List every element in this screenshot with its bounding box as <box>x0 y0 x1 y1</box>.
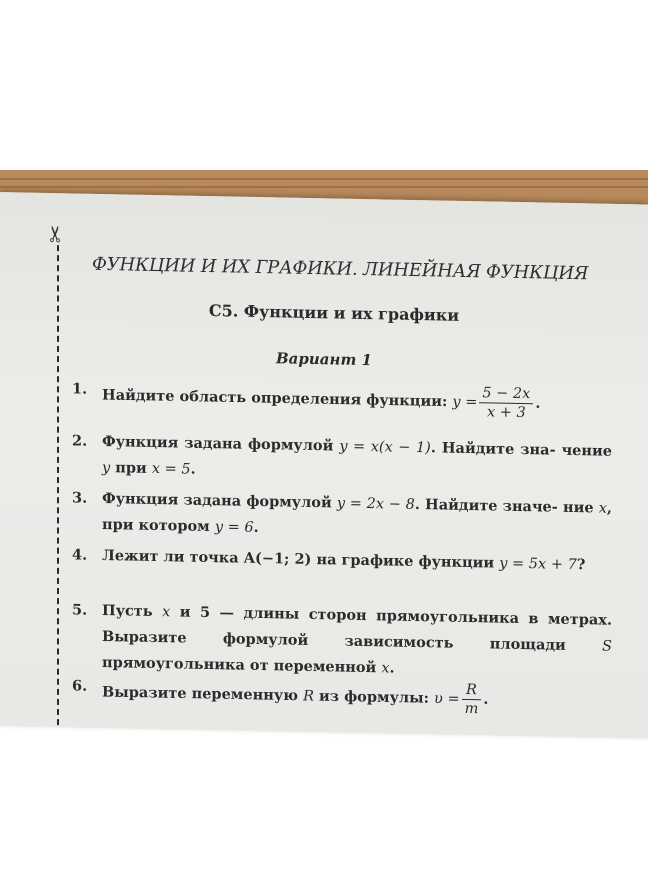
task-text: из формулы: <box>319 687 429 707</box>
section-title: С5. Функции и их графики <box>208 301 460 325</box>
variable: x <box>381 660 390 677</box>
variable: x <box>598 500 607 517</box>
variable: y <box>102 459 111 477</box>
task-text: Функция задана формулой <box>102 489 332 512</box>
task-text: ние <box>562 498 594 517</box>
variable: R <box>303 688 314 705</box>
task-number: 4. <box>72 546 88 564</box>
task-3 <box>72 485 612 547</box>
scissors-icon: ✂ <box>44 224 70 244</box>
task-tail: ? <box>576 556 586 574</box>
task-2 <box>72 428 612 490</box>
task-number: 1. <box>72 380 88 398</box>
condition: x = 5 <box>151 460 191 478</box>
task-tail: . <box>535 394 541 412</box>
fraction-numerator: 5 − 2x <box>479 384 533 404</box>
variable: x <box>162 604 171 621</box>
fraction-denominator: m <box>464 700 479 718</box>
task-text: Функция задана формулой <box>102 432 334 455</box>
task-text: Лежит ли точка <box>102 546 239 567</box>
wood-grain <box>0 186 648 188</box>
task-text: чение <box>561 441 612 460</box>
task-number: 5. <box>72 601 88 619</box>
task-number: 2. <box>72 432 88 450</box>
task-4 <box>72 542 612 578</box>
fraction <box>479 384 533 422</box>
task-text: прямоугольника от переменной <box>102 653 377 677</box>
formula-lhs: υ = <box>434 690 460 708</box>
task-tail: . <box>190 460 196 478</box>
variable: S <box>602 638 612 655</box>
book-page <box>0 192 648 738</box>
task-text: . Найдите зна- <box>430 439 556 459</box>
wood-grain <box>0 178 648 180</box>
task-text: и 5 — длины сторон прямоугольника в метрах. Выразите формулой зависимость площади <box>102 603 612 654</box>
fraction-numerator: R <box>462 681 482 700</box>
task-tail: . <box>483 690 489 708</box>
fraction <box>462 681 482 718</box>
task-text: . Найдите значе- <box>414 495 558 516</box>
task-text: Выразите переменную <box>102 683 298 705</box>
task-text: Пусть <box>102 601 153 620</box>
task-text: , при котором <box>102 499 612 536</box>
task-tail: . <box>389 659 395 677</box>
task-text: на графике функции <box>316 551 495 572</box>
chapter-title: ФУНКЦИИ И ИХ ГРАФИКИ. ЛИНЕЙНАЯ ФУНКЦИЯ <box>92 253 589 285</box>
formula: y = 2x − 8 <box>336 495 415 513</box>
formula: y = 5x + 7 <box>499 555 577 574</box>
formula-lhs: y = <box>452 394 478 411</box>
task-5 <box>72 597 612 685</box>
formula: y = x(x − 1) <box>339 438 431 457</box>
variant-title: Вариант 1 <box>276 349 372 370</box>
task-number: 6. <box>72 677 88 695</box>
point: A(−1; 2) <box>243 549 312 568</box>
task-1 <box>72 376 612 423</box>
condition: y = 6 <box>214 519 254 536</box>
task-text: Найдите область определения функции: <box>102 386 448 411</box>
task-tail: . <box>253 518 259 536</box>
task-text: при <box>115 459 147 477</box>
task-number: 3. <box>72 489 88 507</box>
fraction-denominator: x + 3 <box>486 404 526 422</box>
